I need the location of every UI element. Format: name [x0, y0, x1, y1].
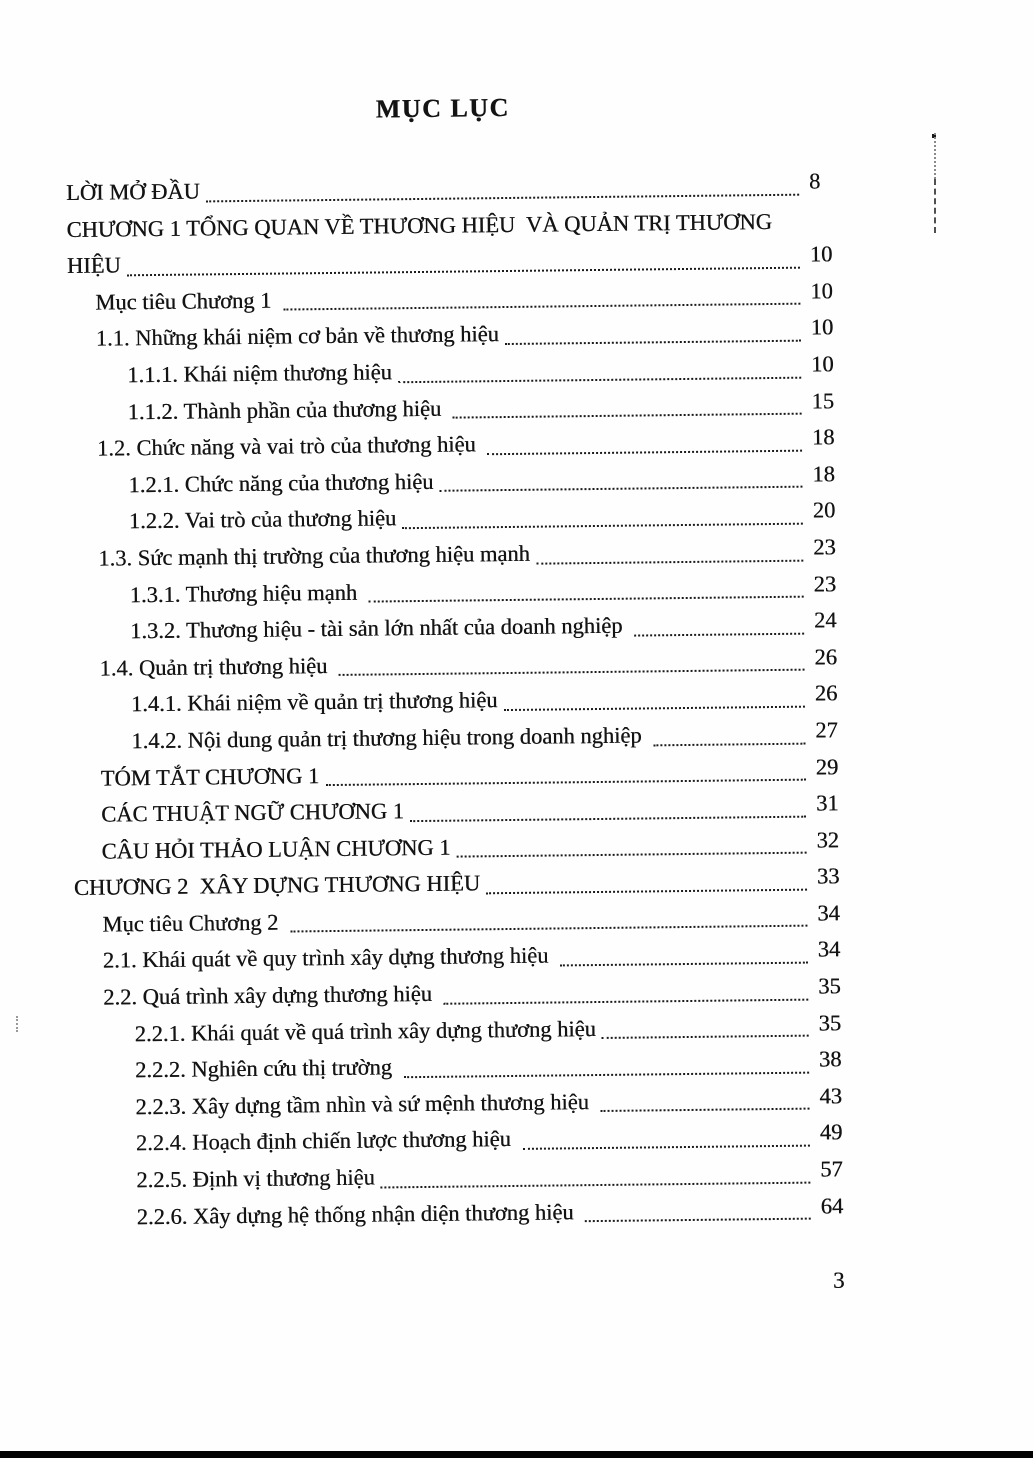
toc-entry-page: 43: [819, 1083, 843, 1109]
toc-entry-page: 23: [813, 534, 836, 560]
dot-leader: [596, 1008, 812, 1047]
toc-entry-page: 33: [816, 863, 840, 889]
toc-entry-label: 2.2.6. Xây dựng hệ thống nhận diện thương hiệu: [136, 1198, 580, 1229]
toc-entry: [78, 1191, 861, 1236]
toc-entry-page: 10: [810, 314, 834, 340]
toc-entry-page: 18: [811, 424, 835, 450]
toc-entry-page: 27: [815, 717, 838, 743]
dot-leader: [450, 825, 809, 866]
scanner-edge-bar: [0, 1451, 1033, 1458]
toc-entry-label: TÓM TẮT CHƯƠNG 1: [100, 762, 320, 791]
table-of-contents: [66, 166, 861, 1236]
toc-entry-page: 24: [813, 607, 837, 633]
toc-entry-page: 20: [812, 497, 836, 523]
toc-entry-label: CÁC THUẬT NGỮ CHƯƠNG 1: [100, 798, 405, 827]
toc-entry-page: 10: [810, 278, 833, 304]
toc-entry-page: 15: [811, 387, 835, 414]
toc-entry-page: 10: [809, 241, 833, 267]
dot-leader: [277, 276, 804, 319]
toc-entry-page: 49: [819, 1119, 843, 1145]
page-title: MỤC LỤC: [375, 92, 510, 124]
toc-entry-label: CHƯƠNG 1 TỔNG QUAN VỀ THƯƠNG HIỆU VÀ QUẢN TRỊ THƯƠNG: [66, 208, 773, 242]
page-number: 3: [833, 1268, 845, 1293]
toc-entry-label: 1.4.1. Khái niệm về quản trị thương hiệu: [130, 687, 498, 717]
toc-entry-label: 1.1. Những khái niệm cơ bản về thương hiệu: [95, 321, 499, 352]
toc-entry-page: 29: [815, 753, 839, 780]
toc-entry-label: Mục tiêu Chương 1: [95, 287, 278, 315]
toc-entry-page: 32: [816, 826, 840, 853]
dot-leader: [396, 496, 806, 537]
toc-entry-label: 2.2.4. Hoạch định chiến lược thương hiệu: [135, 1126, 517, 1156]
dot-leader: [333, 642, 808, 684]
dot-leader: [397, 1045, 812, 1086]
toc-entry-label: 1.3.1. Thương hiệu mạnh: [129, 579, 363, 607]
toc-entry-label: 2.2.3. Xây dựng tầm nhìn và sứ mệnh thương hiệu: [135, 1088, 595, 1120]
dot-leader: [481, 423, 805, 463]
toc-entry-label: 1.2. Chức năng và vai trò của thương hiệu: [96, 431, 482, 461]
toc-entry-label: Mục tiêu Chương 2: [102, 909, 285, 937]
scan-dashed-line-artifact: [934, 179, 936, 233]
dot-leader: [447, 386, 805, 427]
toc-entry-label: CHƯƠNG 2 XÂY DỰNG THƯƠNG HIỆU: [73, 870, 481, 901]
dot-leader: [392, 350, 805, 391]
dot-leader: [628, 606, 807, 645]
dot-leader: [437, 972, 811, 1013]
dot-leader: [319, 752, 809, 794]
toc-entry-page: 38: [818, 1046, 842, 1072]
toc-entry-page: 35: [818, 1009, 842, 1036]
toc-entry-page: 35: [817, 973, 841, 999]
toc-entry-label: 1.4. Quản trị thương hiệu: [99, 652, 334, 681]
toc-entry-page: 26: [814, 680, 838, 706]
dot-leader: [362, 569, 806, 611]
toc-entry-label: 2.2. Quá trình xây dựng thương hiệu: [103, 980, 438, 1010]
dot-leader: [554, 935, 811, 975]
toc-entry-page: 57: [820, 1156, 843, 1182]
toc-entry-page: 34: [817, 900, 840, 926]
toc-entry-label: 1.3. Sức mạnh thị trường của thương hiệu mạnh: [98, 540, 530, 571]
toc-entry-label: 1.1.1. Khái niệm thương hiệu: [127, 359, 392, 388]
toc-entry-page: 31: [815, 790, 839, 816]
toc-entry-label: LỜI MỞ ĐẦU: [65, 178, 200, 205]
toc-entry-label: 1.4.2. Nội dung quản trị thương hiệu trong doanh nghiệp: [131, 722, 648, 754]
toc-entry-label: CÂU HỎI THẢO LUẬN CHƯƠNG 1: [101, 834, 451, 864]
scan-dotted-line-artifact: [934, 133, 936, 179]
page-content: [65, 88, 861, 1236]
toc-entry-label: 2.2.1. Khái quát về quá trình xây dựng thương hiệu: [134, 1015, 596, 1046]
toc-entry-page: 26: [814, 643, 838, 670]
toc-entry-label: 1.2.1. Chức năng của thương hiệu: [128, 468, 434, 498]
dot-leader: [579, 1191, 814, 1230]
scan-speck-artifact: [16, 1016, 18, 1032]
toc-entry-page: 64: [820, 1192, 844, 1219]
dot-leader: [404, 789, 810, 830]
toc-entry-page: 18: [812, 461, 835, 487]
toc-entry-label: 2.2.5. Định vị thương hiệu: [136, 1164, 375, 1193]
dot-leader: [284, 898, 811, 941]
dot-leader: [480, 862, 810, 902]
toc-entry-page: 23: [813, 570, 837, 597]
toc-entry-page: 34: [817, 936, 841, 962]
toc-entry-page: 8: [808, 168, 821, 194]
toc-entry-label: 1.2.2. Vai trò của thương hiệu: [128, 505, 397, 534]
toc-entry-label: 1.3.2. Thương hiệu - tài sản lớn nhất của doanh nghiệp: [129, 612, 629, 644]
toc-entry-label: 1.1.2. Thành phần của thương hiệu: [127, 395, 447, 424]
toc-entry-label: 2.1. Khái quát về quy trình xây dựng thương hiệu: [102, 942, 555, 974]
dot-leader: [499, 313, 804, 353]
dot-leader: [200, 167, 803, 210]
dot-leader: [594, 1081, 812, 1120]
toc-entry-label: 2.2.2. Nghiên cứu thị trường: [134, 1054, 398, 1083]
dot-leader: [433, 459, 805, 500]
dot-leader: [497, 679, 808, 719]
dot-leader: [647, 716, 808, 754]
dot-leader: [516, 1118, 813, 1158]
dot-leader: [375, 1155, 814, 1197]
toc-entry-page: 10: [810, 351, 834, 377]
dot-leader: [530, 533, 807, 573]
toc-entry-label: HIỆU: [66, 252, 121, 279]
